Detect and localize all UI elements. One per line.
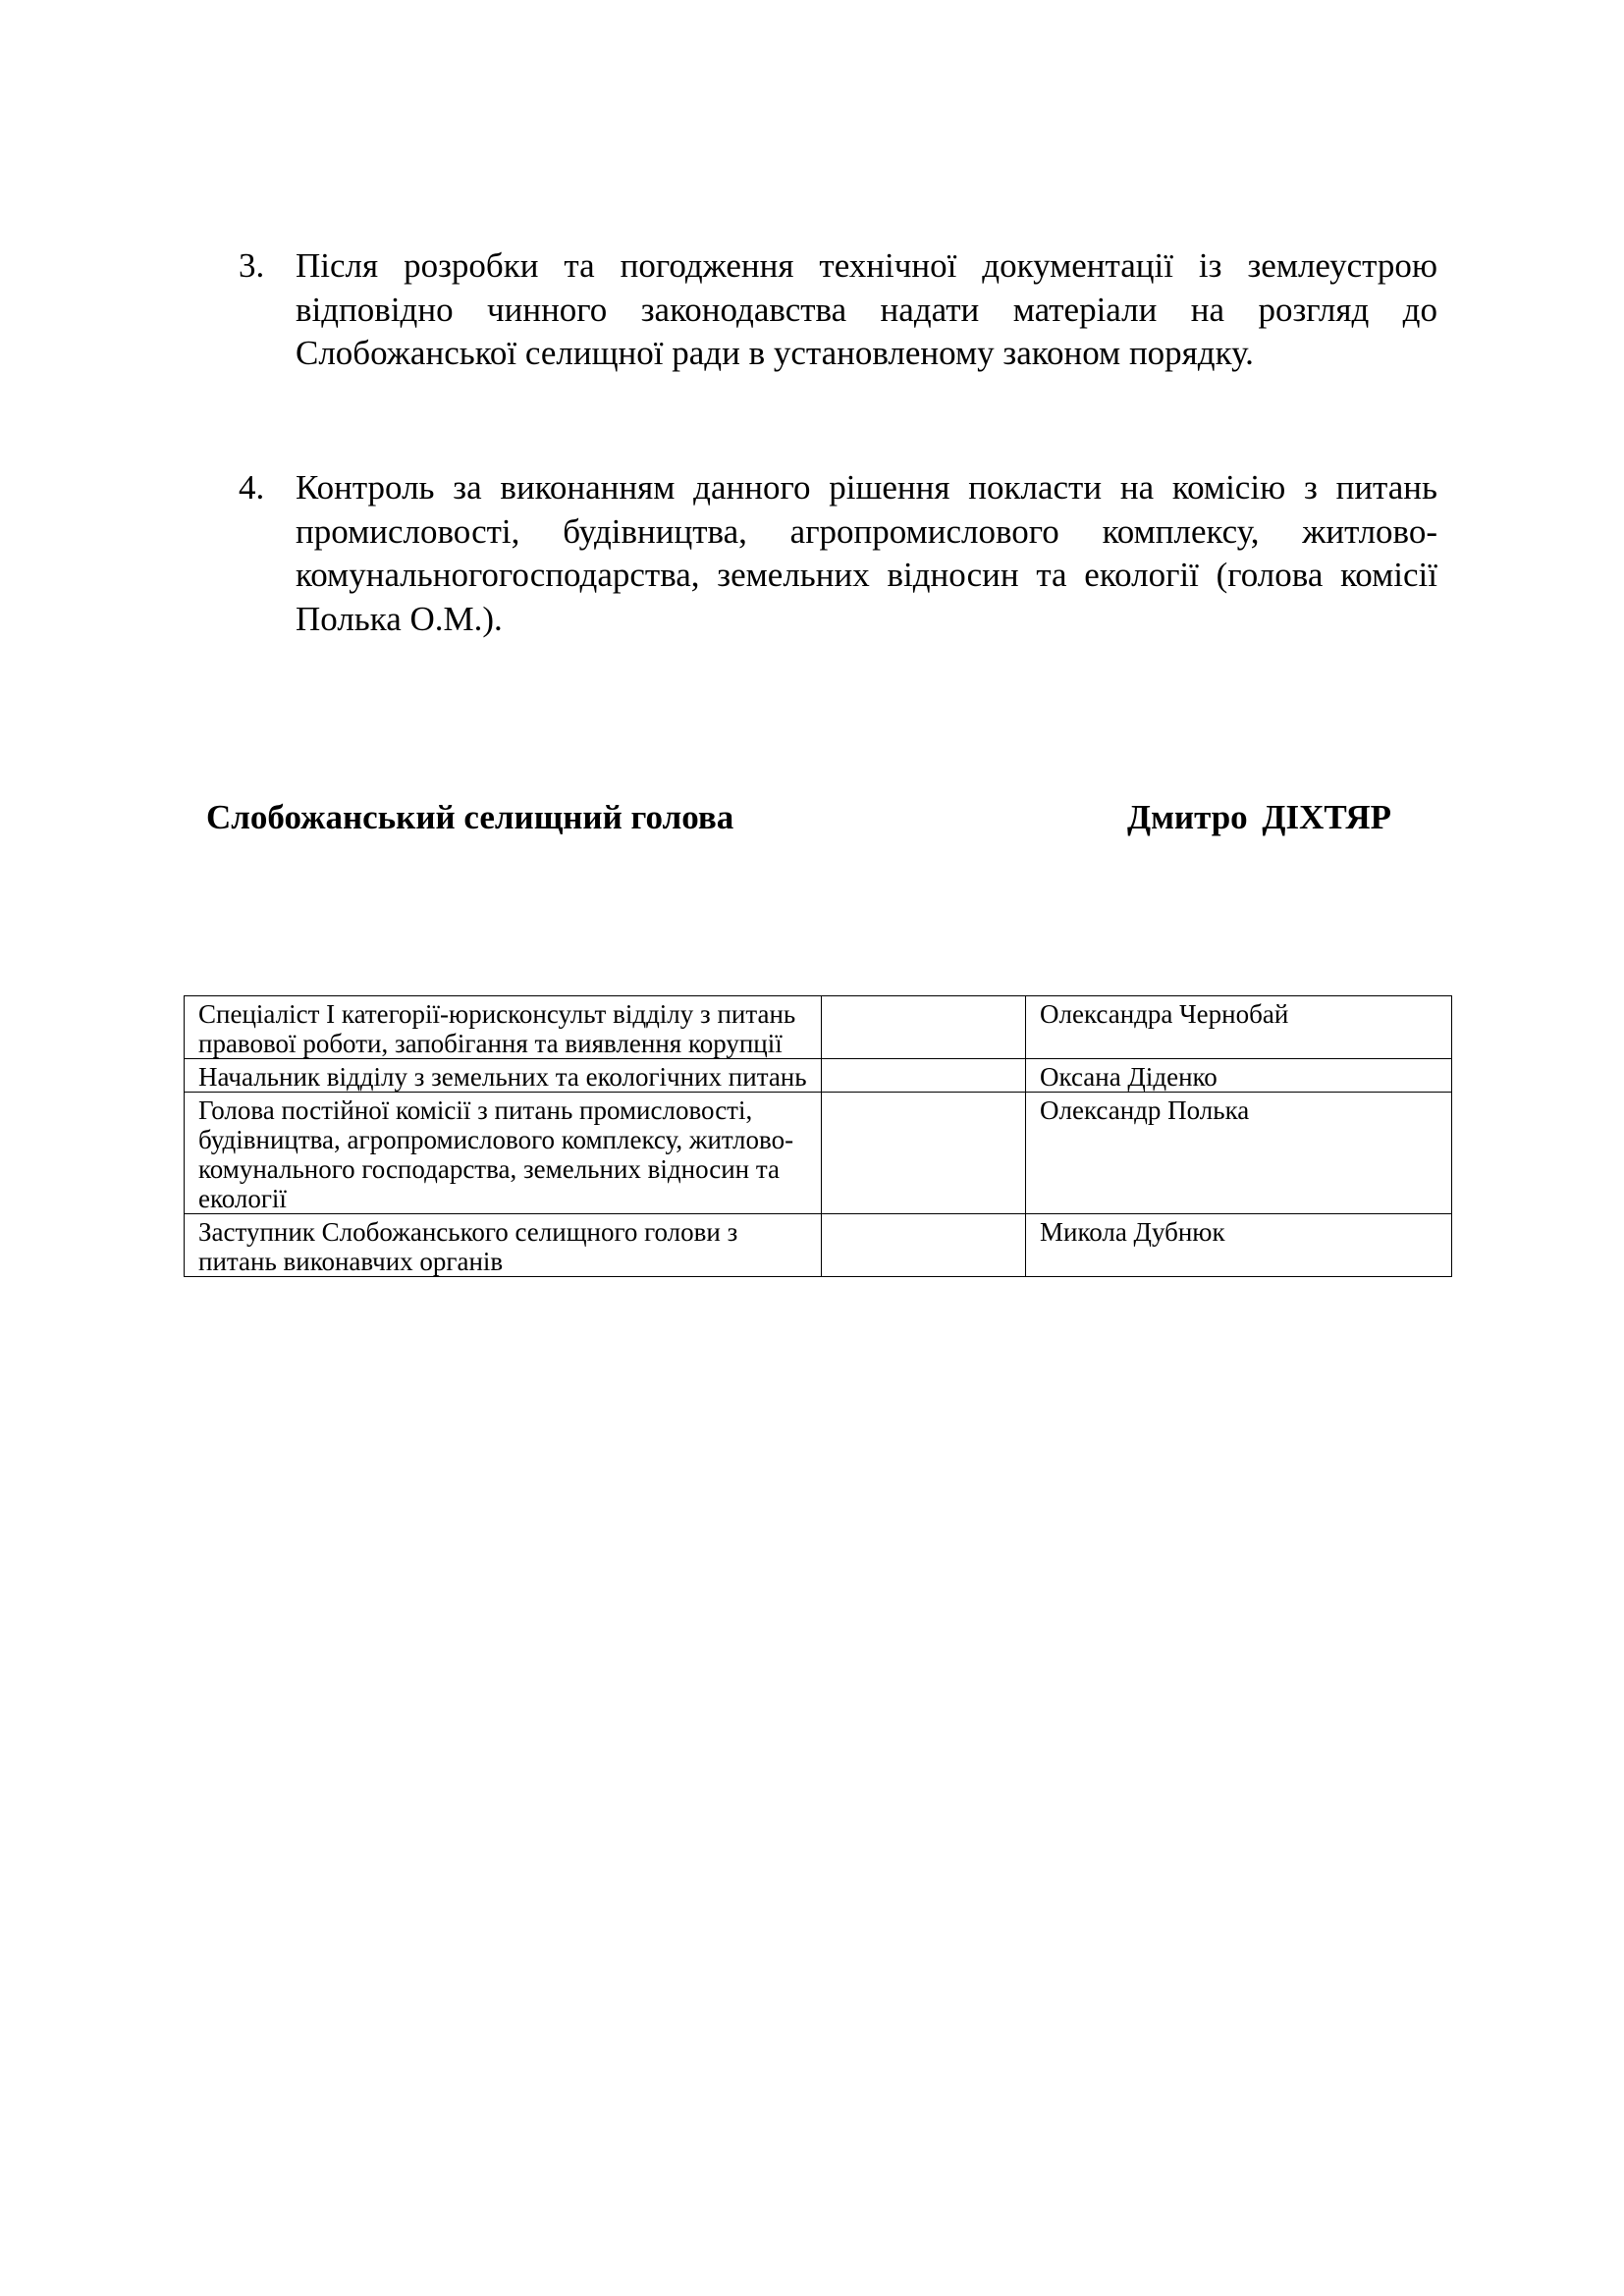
signature-name: Дмитро ДІХТЯР bbox=[1127, 798, 1392, 836]
approval-signature bbox=[822, 1214, 1026, 1277]
table-row bbox=[185, 1059, 1452, 1093]
approval-position: Начальник відділу з земельних та екологічних питань bbox=[185, 1059, 822, 1093]
approval-name: Оксана Діденко bbox=[1026, 1059, 1452, 1093]
list-item-text: Контроль за виконанням данного рішення покласти на комісію з питань промисловості, будівництва, агропромислового комплексу, житлово-комунальногогосподарства, земельних відносин та екології (голова комісії Полька О.М.). bbox=[296, 468, 1437, 638]
table-row bbox=[185, 996, 1452, 1059]
approval-signature bbox=[822, 1059, 1026, 1093]
list-item-text: Після розробки та погодження технічної документації із землеустрою відповідно чинного законодавства надати матеріали на розгляд до Слобожанської селищної ради в установленому законом порядку. bbox=[296, 246, 1437, 372]
table-row bbox=[185, 1214, 1452, 1277]
approval-name: Олександр Полька bbox=[1026, 1093, 1452, 1214]
approval-signature bbox=[822, 996, 1026, 1059]
approval-position: Заступник Слобожанського селищного голови з питань виконавчих органів bbox=[185, 1214, 822, 1277]
approval-name: Микола Дубнюк bbox=[1026, 1214, 1452, 1277]
approval-position: Голова постійної комісії з питань промисловості, будівництва, агропромислового комплексу, житлово-комунального господарства, земельних відносин та екології bbox=[185, 1093, 822, 1214]
list-item-number: 3. bbox=[239, 246, 265, 285]
approval-position: Спеціаліст I категорії-юрисконсульт відділу з питань правової роботи, запобігання та виявлення корупції bbox=[185, 996, 822, 1059]
approval-signature bbox=[822, 1093, 1026, 1214]
table-row bbox=[185, 1093, 1452, 1214]
list-item-number: 4. bbox=[239, 468, 265, 507]
signature-title: Слобожанський селищний голова bbox=[206, 798, 734, 836]
approval-name: Олександра Чернобай bbox=[1026, 996, 1452, 1059]
list-item-3 bbox=[239, 244, 1437, 376]
list-item-4 bbox=[239, 466, 1437, 641]
approvals-table bbox=[184, 995, 1452, 1277]
